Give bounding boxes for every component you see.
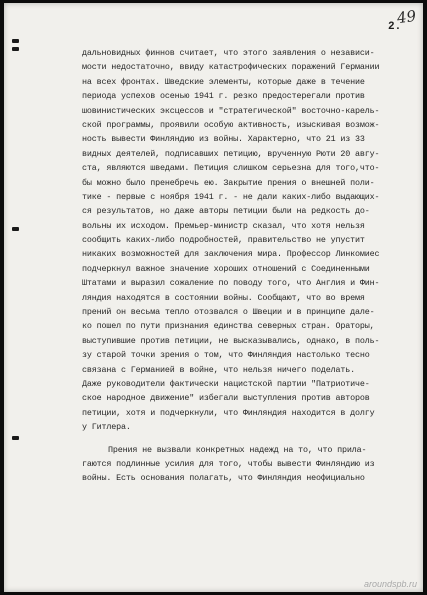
- text-line: дальновидных финнов считает, что этого заявления о независи-: [82, 48, 375, 58]
- text-line: зу старой точки зрения о том, что Финляндия настолько тесно: [82, 350, 370, 361]
- text-line: вольны их исходом. Премьер-министр сказал, что хотя нельзя: [82, 220, 365, 231]
- text-line: сообщить каких-либо подробностей, правительство не упустит: [82, 235, 365, 246]
- punch-hole: [12, 436, 19, 440]
- text-line: ской программы, проявили особую активность, изыскивая возмож-: [82, 119, 380, 130]
- text-line: Прения не вызвали конкретных надежд на то, что прила-: [108, 444, 367, 455]
- punch-hole: [12, 227, 19, 231]
- text-line: подчеркнул важное значение хороших отношений с Соединенными: [82, 263, 370, 274]
- text-line: Штатами и выразил сожаление по поводу того, что Англия и Фин-: [82, 278, 380, 289]
- text-line: тике - первые с ноября 1941 г. - не дали каких-либо выдающих-: [82, 191, 380, 202]
- document-page: [4, 3, 423, 592]
- text-line: прений он весьма тепло отозвался о Швеции и в принципе дале-: [82, 307, 375, 318]
- punch-hole: [12, 47, 19, 51]
- text-line: мости недостаточно, ввиду катастрофических поражений Германии: [82, 62, 380, 73]
- text-line: ко пошел по пути признания единства северных стран. Ораторы,: [82, 321, 375, 332]
- text-line: у Гитлера.: [82, 422, 131, 433]
- page-number: 2.: [388, 21, 402, 33]
- text-line: ста, являются шведами. Петиция слишком серьезна для того,что-: [82, 163, 380, 174]
- paragraph-1: [82, 46, 423, 435]
- punch-hole: [12, 39, 19, 43]
- text-line: бы можно было пренебречь ею. Закрытие прения о внешней поли-: [82, 177, 375, 188]
- text-line: ся результатов, но даже авторы петиции были на редкость до-: [82, 206, 370, 217]
- handwritten-page-number: 49: [395, 6, 418, 28]
- text-line: Даже руководители фактически нацистской партии "Патриотиче-: [82, 378, 370, 389]
- text-line: войны. Есть основания полагать, что Финляндия неофициально: [82, 473, 365, 484]
- typed-text-body: [82, 46, 423, 486]
- text-line: связана с Германией в войне, что нельзя ничего поделать.: [82, 364, 356, 375]
- text-line: ляндия находятся в состоянии войны. Сообщают, что во время: [82, 292, 365, 303]
- text-line: выступившие против петиции, не высказывались, однако, в поль-: [82, 335, 380, 346]
- paragraph-2: [82, 443, 423, 486]
- text-line: петиции, хотя и подчеркнули, что Финляндия находится в долгу: [82, 407, 375, 418]
- text-line: периода успехов осенью 1941 г. резко предостерегали против: [82, 91, 365, 102]
- text-line: ность вывести Финляндию из войны. Характерно, что 21 из 33: [82, 134, 365, 145]
- text-line: гаются подлинные усилия для того, чтобы вывести Финляндию из: [82, 458, 375, 469]
- text-line: ское народное движение" избегали выступления против авторов: [82, 393, 370, 404]
- text-line: видных деятелей, подписавших петицию, врученную Рюти 20 авгу-: [82, 148, 380, 159]
- text-line: никаких возможностей для заключения мира. Профессор Линкомиес: [82, 249, 380, 260]
- text-line: на всех фронтах. Шведские элементы, которые даже в течение: [82, 76, 365, 87]
- text-line: шовинистических эксцессов и "стратегической" восточно-карель-: [82, 105, 380, 116]
- watermark: aroundspb.ru: [363, 579, 417, 589]
